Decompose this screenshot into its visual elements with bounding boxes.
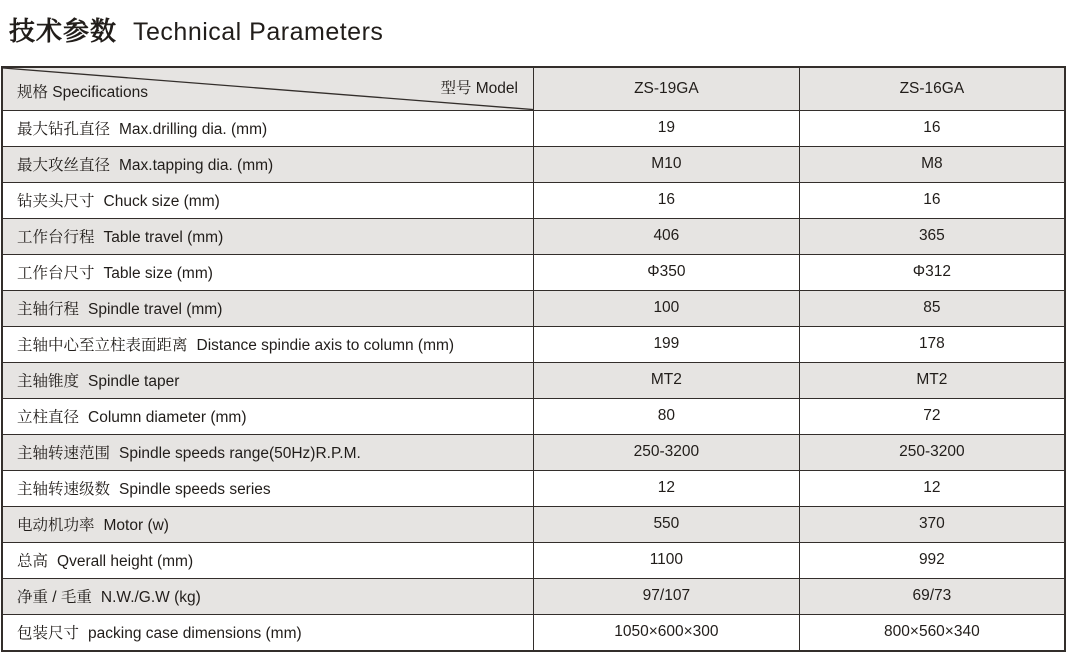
- spec-label-cell: [2, 110, 534, 146]
- spec-value-cell: 16: [799, 182, 1065, 218]
- spec-row: [2, 254, 1065, 290]
- spec-row: [2, 218, 1065, 254]
- spec-label-zh: 主轴中心至立柱表面距离: [17, 337, 188, 355]
- spec-value-cell: 85: [799, 290, 1065, 326]
- spec-row: [2, 398, 1065, 434]
- spec-value-cell: 1050×600×300: [534, 614, 800, 651]
- spec-label-en: Spindle travel (mm): [88, 301, 223, 319]
- spec-value-cell: 72: [799, 398, 1065, 434]
- spec-label-zh: 立柱直径: [17, 409, 80, 427]
- spec-label-zh: 钻夹头尺寸: [17, 193, 95, 211]
- model-column-header-1: ZS-19GA: [534, 67, 800, 110]
- spec-label-en: N.W./G.W (kg): [100, 589, 201, 607]
- spec-label-cell: [2, 254, 534, 290]
- spec-label-zh: 主轴转速级数: [17, 481, 111, 499]
- spec-value-cell: 992: [799, 542, 1065, 578]
- spec-row: [2, 362, 1065, 398]
- spec-value-cell: 250-3200: [799, 434, 1065, 470]
- spec-label-zh: 工作台尺寸: [17, 265, 95, 283]
- spec-model-header-cell: [2, 67, 534, 110]
- spec-label-en: Motor (w): [103, 517, 169, 535]
- spec-label-zh: 最大攻丝直径: [17, 157, 111, 175]
- spec-value-cell: 80: [534, 398, 800, 434]
- spec-row: [2, 614, 1065, 651]
- spec-row: [2, 146, 1065, 182]
- spec-value-cell: 12: [534, 470, 800, 506]
- spec-label-cell: [2, 542, 534, 578]
- spec-value-cell: MT2: [799, 362, 1065, 398]
- spec-value-cell: Φ350: [534, 254, 800, 290]
- spec-value-cell: 69/73: [799, 578, 1065, 614]
- spec-header-label: 规格 Specifications: [17, 83, 148, 101]
- spec-label-zh: 总高: [17, 553, 49, 571]
- page-title-zh: 技术参数: [9, 16, 118, 46]
- spec-value-cell: 1100: [534, 542, 800, 578]
- spec-value-cell: Φ312: [799, 254, 1065, 290]
- spec-label-zh: 主轴转速范围: [17, 445, 111, 463]
- spec-label-cell: [2, 578, 534, 614]
- spec-label-cell: [2, 434, 534, 470]
- spec-row: [2, 578, 1065, 614]
- spec-value-cell: 199: [534, 326, 800, 362]
- spec-value-cell: 178: [799, 326, 1065, 362]
- spec-value-cell: 97/107: [534, 578, 800, 614]
- spec-label-cell: [2, 362, 534, 398]
- spec-label-en: Table size (mm): [103, 265, 213, 283]
- spec-value-cell: 365: [799, 218, 1065, 254]
- spec-label-en: Chuck size (mm): [103, 193, 220, 211]
- spec-value-cell: 100: [534, 290, 800, 326]
- page-title: [9, 11, 383, 48]
- spec-row: [2, 290, 1065, 326]
- spec-label-zh: 电动机功率: [17, 517, 95, 535]
- spec-label-en: Max.drilling dia. (mm): [119, 121, 268, 139]
- spec-label-zh: 净重 / 毛重: [17, 589, 92, 607]
- spec-label-cell: [2, 398, 534, 434]
- spec-label-en: Table travel (mm): [103, 229, 224, 247]
- spec-label-en: packing case dimensions (mm): [88, 625, 302, 643]
- spec-value-cell: 16: [534, 182, 800, 218]
- spec-value-cell: 12: [799, 470, 1065, 506]
- spec-value-cell: 550: [534, 506, 800, 542]
- spec-label-en: Spindle taper: [88, 373, 180, 391]
- model-header-label: 型号 Model: [440, 80, 518, 98]
- spec-label-cell: [2, 146, 534, 182]
- page-title-en: Technical Parameters: [133, 18, 384, 46]
- spec-label-en: Column diameter (mm): [88, 409, 247, 427]
- spec-label-zh: 主轴锥度: [17, 373, 80, 391]
- spec-row: [2, 326, 1065, 362]
- spec-value-cell: M10: [534, 146, 800, 182]
- spec-label-en: Qverall height (mm): [57, 553, 194, 571]
- spec-value-cell: 370: [799, 506, 1065, 542]
- spec-label-cell: [2, 326, 534, 362]
- spec-value-cell: 406: [534, 218, 800, 254]
- spec-row: [2, 542, 1065, 578]
- spec-label-cell: [2, 182, 534, 218]
- spec-value-cell: MT2: [534, 362, 800, 398]
- spec-label-cell: [2, 614, 534, 651]
- spec-label-cell: [2, 290, 534, 326]
- spec-value-cell: 250-3200: [534, 434, 800, 470]
- spec-value-cell: 800×560×340: [799, 614, 1065, 651]
- spec-value-cell: 19: [534, 110, 800, 146]
- spec-label-zh: 包装尺寸: [17, 625, 80, 643]
- spec-label-cell: [2, 506, 534, 542]
- spec-row: [2, 110, 1065, 146]
- spec-label-en: Distance spindie axis to column (mm): [196, 337, 455, 355]
- spec-row: [2, 506, 1065, 542]
- spec-value-cell: M8: [799, 146, 1065, 182]
- model-column-header-2: ZS-16GA: [799, 67, 1065, 110]
- spec-row: [2, 434, 1065, 470]
- spec-label-en: Spindle speeds series: [119, 481, 271, 499]
- spec-label-zh: 工作台行程: [17, 229, 95, 247]
- spec-label-zh: 主轴行程: [17, 301, 80, 319]
- spec-label-en: Max.tapping dia. (mm): [119, 157, 274, 175]
- spec-value-cell: 16: [799, 110, 1065, 146]
- spec-label-zh: 最大钻孔直径: [17, 121, 111, 139]
- spec-label-cell: [2, 218, 534, 254]
- spec-row: [2, 470, 1065, 506]
- technical-parameters-table: [1, 66, 1066, 652]
- spec-row: [2, 182, 1065, 218]
- spec-label-en: Spindle speeds range(50Hz)R.P.M.: [119, 445, 361, 463]
- spec-label-cell: [2, 470, 534, 506]
- table-header-row: [2, 67, 1065, 110]
